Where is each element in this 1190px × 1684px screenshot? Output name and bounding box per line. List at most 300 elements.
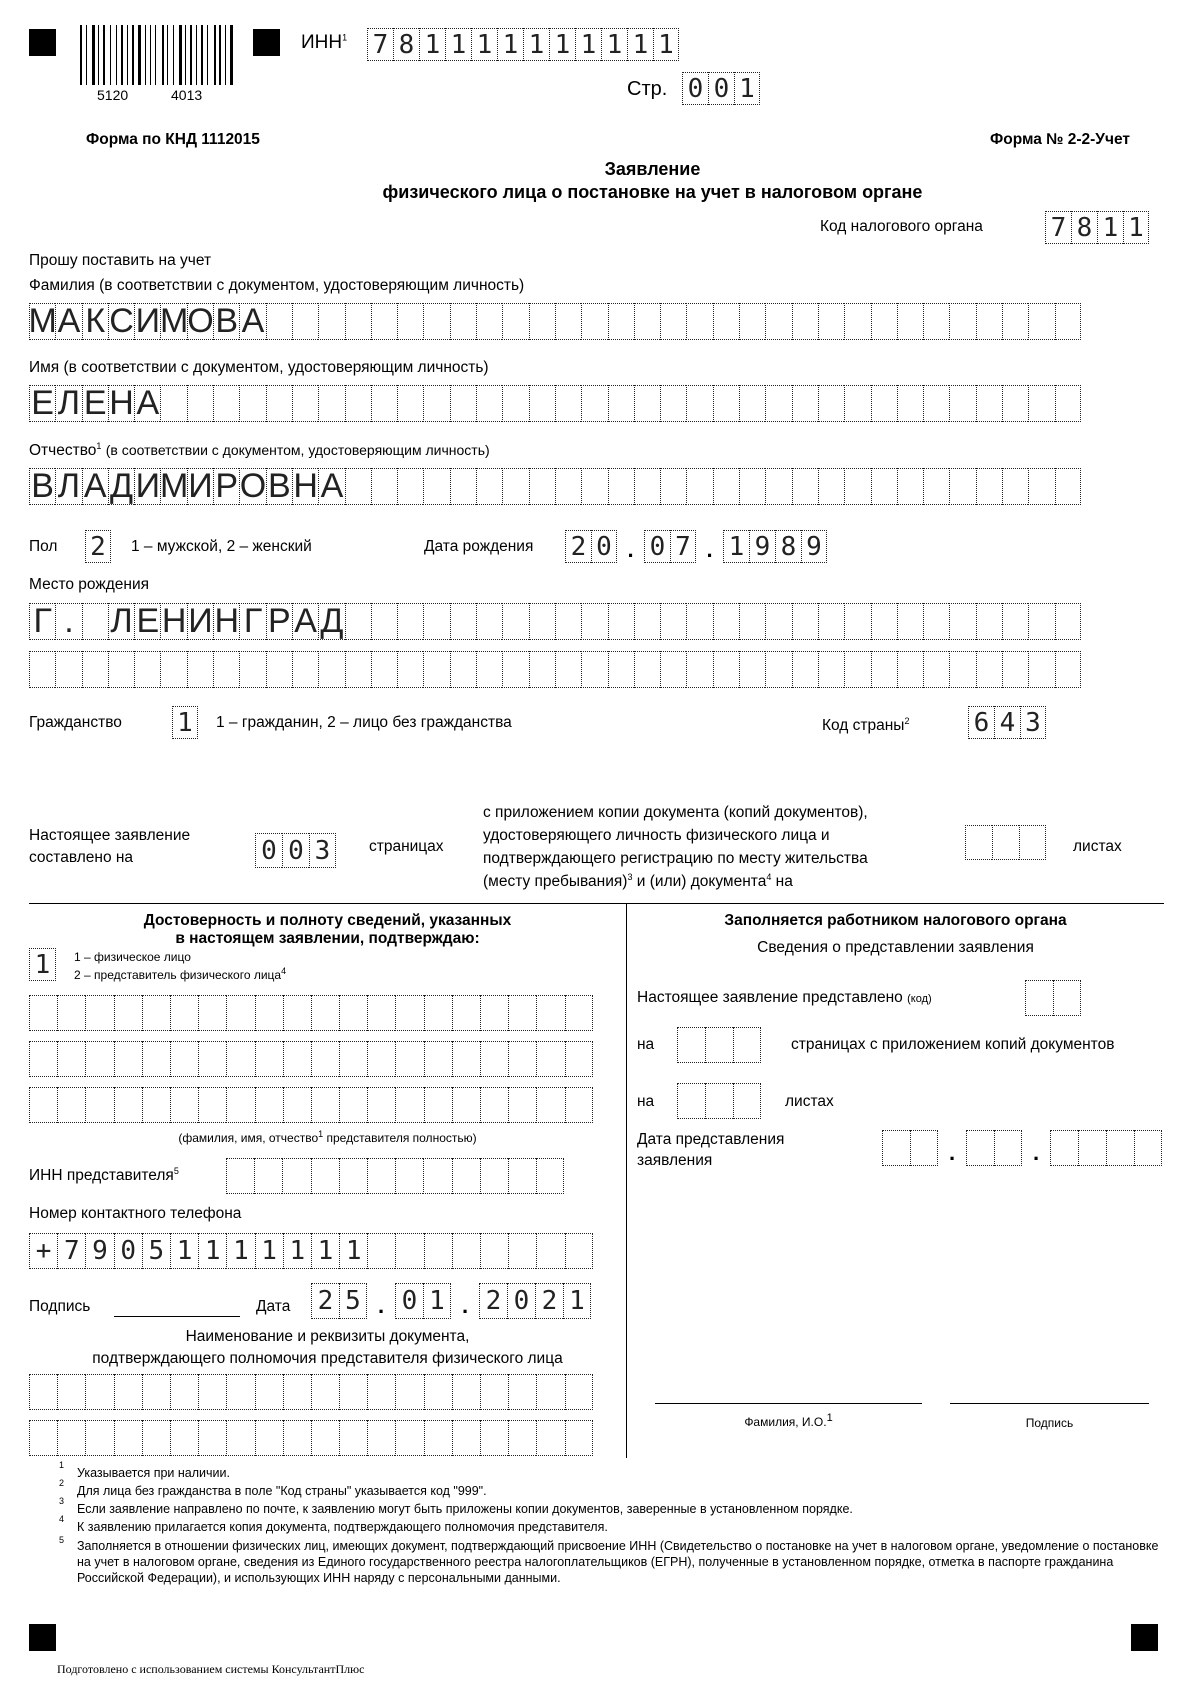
char-cell — [565, 1420, 593, 1456]
char-cell — [29, 1420, 57, 1456]
country-code-label-text: Код страны — [822, 717, 905, 735]
char-cell — [480, 1087, 508, 1123]
birth-day-field[interactable] — [565, 530, 617, 563]
char-cell — [108, 651, 134, 688]
birthplace-field-line-2[interactable] — [29, 651, 1081, 688]
barcode-bar — [92, 25, 95, 85]
char-cell: Г — [29, 603, 55, 640]
barcode-bar — [153, 25, 154, 85]
char-cell — [818, 303, 844, 340]
attach-line-4c: на — [775, 873, 793, 891]
barcode — [80, 25, 237, 85]
char-cell — [283, 1041, 311, 1077]
barcode-bar — [209, 25, 212, 85]
left-date-day-field[interactable] — [311, 1283, 367, 1319]
submitted-code-field[interactable] — [1025, 980, 1081, 1016]
char-cell — [452, 1374, 480, 1410]
barcode-bar — [88, 25, 90, 85]
patronymic-field[interactable] — [29, 468, 1081, 505]
char-cell — [114, 1087, 142, 1123]
char-cell: 1 — [226, 1233, 254, 1269]
char-cell: 4 — [994, 706, 1020, 739]
char-cell — [266, 303, 292, 340]
footnote-5 — [59, 1535, 1159, 1586]
barcode-bar — [129, 25, 131, 85]
char-cell — [452, 1041, 480, 1077]
char-cell: 0 — [682, 72, 708, 105]
name-label: Имя (в соответствии с документом, удостоверяющим личность) — [29, 359, 489, 376]
char-cell — [1055, 468, 1081, 505]
footnote-2 — [59, 1478, 1159, 1498]
corner-marker-top-left — [29, 29, 56, 56]
char-cell — [871, 468, 897, 505]
char-cell — [170, 995, 198, 1031]
country-code-field[interactable] — [968, 706, 1046, 739]
char-cell — [345, 385, 371, 422]
country-code-sup: 2 — [904, 716, 910, 726]
char-cell — [1055, 603, 1081, 640]
fio-caption — [655, 1412, 922, 1429]
barcode-bar — [121, 25, 123, 85]
char-cell — [345, 603, 371, 640]
char-cell — [1002, 385, 1028, 422]
char-cell: 7 — [57, 1233, 85, 1269]
char-cell: М — [159, 302, 189, 340]
char-cell — [85, 1420, 113, 1456]
fio-caption-text: Фамилия, И.О. — [744, 1415, 827, 1429]
barcode-bar — [162, 25, 164, 85]
page-label: Стр. — [627, 78, 668, 100]
form-number: Форма № 2-2-Учет — [990, 131, 1130, 148]
barcode-bar — [86, 25, 87, 85]
char-cell — [371, 468, 397, 505]
birth-year-field[interactable] — [723, 530, 827, 563]
char-cell — [529, 468, 555, 505]
char-cell — [529, 603, 555, 640]
barcode-bar — [167, 25, 168, 85]
footnote-4 — [59, 1514, 1159, 1534]
submit-date-year-field[interactable] — [1050, 1130, 1162, 1166]
char-cell — [1025, 980, 1053, 1016]
char-cell — [1028, 468, 1054, 505]
char-cell — [283, 1420, 311, 1456]
char-cell: А — [55, 303, 81, 340]
attach-line-1: с приложением копии документа (копий документов), — [483, 804, 868, 821]
char-cell — [818, 385, 844, 422]
officer-signature-line[interactable] — [950, 1403, 1149, 1404]
footnote-2-text: Для лица без гражданства в поле "Код страны" указывается код "999". — [77, 1484, 487, 1498]
inn-field[interactable] — [367, 28, 679, 61]
barcode-bar — [101, 25, 102, 85]
barcode-bar — [190, 25, 192, 85]
char-cell — [226, 1087, 254, 1123]
rep-inn-field[interactable] — [226, 1158, 564, 1194]
char-cell — [450, 468, 476, 505]
char-cell: 9 — [801, 530, 827, 563]
char-cell — [395, 1374, 423, 1410]
char-cell — [476, 385, 502, 422]
submitted-code: (код) — [907, 993, 932, 1005]
char-cell — [423, 1158, 451, 1194]
gender-field[interactable] — [85, 530, 111, 563]
char-cell: 7 — [1045, 211, 1071, 244]
char-cell — [1055, 385, 1081, 422]
char-cell — [660, 303, 686, 340]
submit-date-sep-1: . — [948, 1140, 956, 1165]
char-cell — [283, 1374, 311, 1410]
char-cell: Г — [239, 603, 265, 640]
barcode-bar — [175, 25, 177, 85]
char-cell: В — [213, 303, 239, 340]
footnote-3 — [59, 1496, 1159, 1516]
barcode-number-right: 4013 — [171, 87, 203, 103]
char-cell: Р — [266, 603, 292, 640]
char-cell — [371, 651, 397, 688]
char-cell — [226, 1041, 254, 1077]
char-cell — [739, 603, 765, 640]
char-cell — [713, 385, 739, 422]
submit-date-month-field[interactable] — [966, 1130, 1022, 1166]
footnote-5-num: 5 — [59, 1535, 65, 1545]
char-cell — [311, 1420, 339, 1456]
footnote-1 — [59, 1460, 1159, 1480]
barcode-bar — [227, 25, 228, 85]
corner-marker-bottom-right — [1131, 1624, 1158, 1651]
char-cell — [318, 303, 344, 340]
char-cell — [686, 303, 712, 340]
footnote-3-num: 3 — [59, 1496, 65, 1506]
char-cell — [792, 385, 818, 422]
char-cell — [792, 468, 818, 505]
barcode-number-left: 5120 — [97, 87, 129, 103]
rep-name-field-2[interactable] — [29, 1041, 593, 1077]
char-cell — [424, 1374, 452, 1410]
char-cell — [555, 385, 581, 422]
char-cell: 1 — [311, 1233, 339, 1269]
char-cell — [923, 651, 949, 688]
char-cell — [397, 603, 423, 640]
submit-date-label-2: заявления — [637, 1152, 713, 1169]
char-cell — [705, 1027, 733, 1063]
char-cell — [581, 303, 607, 340]
birth-sep-1: . — [627, 537, 634, 562]
char-cell: А — [239, 303, 265, 340]
char-cell — [949, 468, 975, 505]
submit-date-day-field[interactable] — [882, 1130, 938, 1166]
barcode-bar — [219, 25, 221, 85]
signature-line[interactable] — [114, 1316, 240, 1317]
char-cell — [844, 651, 870, 688]
char-cell — [424, 1087, 452, 1123]
barcode-bar — [155, 25, 156, 85]
char-cell — [367, 1158, 395, 1194]
char-cell — [423, 385, 449, 422]
char-cell: 2 — [565, 530, 591, 563]
patronymic-label — [29, 441, 490, 460]
char-cell — [581, 603, 607, 640]
birth-month-field[interactable] — [644, 530, 696, 563]
char-cell — [765, 603, 791, 640]
char-cell — [1106, 1130, 1134, 1166]
char-cell: 1 — [29, 948, 56, 981]
char-cell — [29, 1087, 57, 1123]
char-cell — [311, 1158, 339, 1194]
char-cell: 1 — [170, 1233, 198, 1269]
char-cell — [339, 1041, 367, 1077]
pages-label-line-1: Настоящее заявление — [29, 827, 191, 844]
char-cell: А — [82, 468, 108, 505]
char-cell: 0 — [395, 1283, 423, 1319]
char-cell — [923, 603, 949, 640]
char-cell — [29, 1041, 57, 1077]
char-cell — [949, 603, 975, 640]
footnote-2-num: 2 — [59, 1478, 65, 1488]
char-cell — [395, 995, 423, 1031]
char-cell — [1028, 385, 1054, 422]
birthplace-field-line-1[interactable] — [29, 603, 1081, 640]
char-cell — [423, 468, 449, 505]
barcode-bar — [84, 25, 85, 85]
inn-label-text: ИНН — [301, 32, 343, 53]
confirm-field[interactable] — [29, 948, 56, 981]
barcode-bar — [185, 25, 186, 85]
char-cell — [397, 303, 423, 340]
char-cell: 1 — [1097, 211, 1123, 244]
char-cell — [634, 385, 660, 422]
char-cell — [395, 1233, 423, 1269]
char-cell — [424, 1041, 452, 1077]
char-cell — [423, 603, 449, 640]
barcode-bar — [205, 25, 206, 85]
char-cell — [686, 651, 712, 688]
char-cell — [871, 651, 897, 688]
pages-with-copies: страницах с приложением копий документов — [791, 1036, 1115, 1053]
char-cell — [634, 603, 660, 640]
char-cell — [187, 651, 213, 688]
char-cell — [608, 303, 634, 340]
barcode-bar — [80, 25, 82, 85]
char-cell: 9 — [749, 530, 775, 563]
char-cell — [345, 303, 371, 340]
barcode-bar — [136, 25, 137, 85]
char-cell — [555, 468, 581, 505]
left-date-year-field[interactable] — [479, 1283, 591, 1319]
char-cell — [255, 1041, 283, 1077]
char-cell — [1053, 980, 1081, 1016]
footnote-5-text: Заполняется в отношении физических лиц, имеющих документ, подтверждающий присвоение ИНН (Свидетельство о постановке на учет в налоговом органе, уведомление о постановке на учет в налоговом органе, сведения из Единого государственного реестра налогоплательщиков (ЕГРН), полученные в установленном порядке, отметка в паспорте гражданина Российской Федерации), и использующих ИНН наряду с персональными данными. — [77, 1539, 1159, 1585]
char-cell — [844, 603, 870, 640]
char-cell — [1055, 303, 1081, 340]
char-cell — [792, 651, 818, 688]
tax-code-label: Код налогового органа — [820, 218, 983, 235]
char-cell — [529, 303, 555, 340]
attach-line-4b: и (или) документа — [636, 873, 767, 891]
char-cell — [1002, 468, 1028, 505]
char-cell — [739, 468, 765, 505]
pages-count-field[interactable] — [255, 833, 336, 868]
char-cell — [226, 995, 254, 1031]
barcode-bar — [188, 25, 189, 85]
char-cell — [255, 995, 283, 1031]
char-cell — [82, 651, 108, 688]
char-cell: 2 — [535, 1283, 563, 1319]
footnote-4-text: К заявлению прилагается копия документа, подтверждающего полномочия представителя. — [77, 1520, 608, 1534]
char-cell — [367, 1087, 395, 1123]
char-cell: М — [159, 467, 189, 505]
char-cell — [502, 651, 528, 688]
char-cell — [170, 1087, 198, 1123]
char-cell — [705, 1083, 733, 1119]
char-cell: 1 — [445, 28, 471, 61]
char-cell: 0 — [114, 1233, 142, 1269]
citizenship-field[interactable] — [172, 706, 198, 739]
char-cell: 0 — [255, 833, 282, 868]
char-cell: 1 — [734, 72, 760, 105]
right-pages-field[interactable] — [677, 1027, 761, 1063]
char-cell — [213, 385, 239, 422]
left-date-label: Дата — [256, 1298, 291, 1315]
rep-name-field-1[interactable] — [29, 995, 593, 1031]
char-cell: О — [187, 302, 214, 340]
char-cell: А — [318, 468, 344, 505]
rep-name-caption-a: (фамилия, имя, отчество — [178, 1131, 319, 1145]
barcode-bar — [207, 25, 208, 85]
char-cell — [397, 468, 423, 505]
barcode-bar — [98, 25, 99, 85]
attach-line-4a: (месту пребывания) — [483, 873, 628, 891]
char-cell — [452, 1420, 480, 1456]
char-cell — [581, 651, 607, 688]
char-cell — [476, 468, 502, 505]
char-cell — [142, 1374, 170, 1410]
doc-field-1[interactable] — [29, 1374, 593, 1410]
char-cell — [452, 1233, 480, 1269]
char-cell: А — [134, 385, 160, 422]
char-cell: 1 — [723, 530, 749, 563]
char-cell — [85, 1041, 113, 1077]
char-cell: 1 — [523, 28, 549, 61]
char-cell — [976, 651, 1002, 688]
char-cell: 1 — [575, 28, 601, 61]
char-cell: А — [292, 603, 318, 640]
char-cell — [480, 1041, 508, 1077]
char-cell — [480, 1158, 508, 1194]
fio-sup: 1 — [826, 1412, 833, 1424]
fio-line[interactable] — [655, 1403, 922, 1404]
request-text: Прошу поставить на учет — [29, 252, 212, 269]
char-cell — [581, 468, 607, 505]
char-cell — [452, 995, 480, 1031]
char-cell — [292, 651, 318, 688]
char-cell — [57, 1374, 85, 1410]
char-cell: 5 — [142, 1233, 170, 1269]
patronymic-label-main: Отчество — [29, 442, 97, 460]
char-cell: И — [135, 302, 161, 340]
char-cell — [1134, 1130, 1162, 1166]
char-cell — [818, 603, 844, 640]
right-on-label: на — [637, 1036, 655, 1053]
char-cell — [844, 385, 870, 422]
name-field[interactable] — [29, 385, 1081, 422]
char-cell: 2 — [311, 1283, 339, 1319]
char-cell: Н — [109, 384, 134, 422]
char-cell — [733, 1083, 761, 1119]
page-number-field[interactable] — [682, 72, 760, 105]
char-cell — [713, 468, 739, 505]
char-cell: 7 — [670, 530, 696, 563]
right-sheets-field[interactable] — [677, 1083, 761, 1119]
barcode-bar — [110, 25, 111, 85]
barcode-bar — [116, 25, 117, 85]
char-cell — [476, 603, 502, 640]
title-line-2: физического лица о постановке на учет в налоговом органе — [382, 182, 923, 202]
char-cell — [424, 1233, 452, 1269]
left-date-sep-1: . — [377, 1293, 385, 1318]
char-cell — [536, 1374, 564, 1410]
char-cell — [142, 995, 170, 1031]
char-cell — [142, 1087, 170, 1123]
tax-code-field[interactable] — [1045, 211, 1149, 244]
confirm-opt-2 — [74, 966, 286, 982]
barcode-bar — [132, 25, 134, 85]
char-cell — [536, 1233, 564, 1269]
char-cell — [292, 385, 318, 422]
left-date-month-field[interactable] — [395, 1283, 451, 1319]
char-cell: 0 — [708, 72, 734, 105]
char-cell — [713, 303, 739, 340]
surname-field[interactable] — [29, 303, 1081, 340]
char-cell: 8 — [393, 28, 419, 61]
char-cell — [1002, 651, 1028, 688]
char-cell — [502, 303, 528, 340]
char-cell: 1 — [471, 28, 497, 61]
char-cell — [198, 995, 226, 1031]
char-cell — [536, 995, 564, 1031]
char-cell — [792, 303, 818, 340]
char-cell — [765, 468, 791, 505]
char-cell — [57, 995, 85, 1031]
char-cell — [292, 303, 318, 340]
char-cell — [450, 385, 476, 422]
char-cell — [339, 1087, 367, 1123]
char-cell — [897, 603, 923, 640]
char-cell — [283, 995, 311, 1031]
char-cell — [424, 995, 452, 1031]
inn-sup: 1 — [342, 32, 348, 43]
char-cell — [255, 1374, 283, 1410]
char-cell: Д — [318, 603, 344, 640]
birth-sep-2: . — [706, 537, 713, 562]
barcode-bar — [179, 25, 182, 85]
sheets-count-field[interactable] — [965, 825, 1046, 860]
char-cell — [397, 385, 423, 422]
char-cell — [966, 1130, 994, 1166]
inn-label — [301, 32, 347, 54]
barcode-bar — [157, 25, 160, 85]
phone-field[interactable] — [29, 1233, 593, 1269]
char-cell — [311, 1374, 339, 1410]
barcode-bar — [193, 25, 194, 85]
char-cell — [311, 1087, 339, 1123]
doc-field-2[interactable] — [29, 1420, 593, 1456]
rep-name-field-3[interactable] — [29, 1087, 593, 1123]
char-cell — [555, 651, 581, 688]
char-cell: + — [29, 1233, 57, 1269]
pages-label-line-2: составлено на — [29, 849, 134, 866]
rep-name-caption-sup: 1 — [318, 1129, 324, 1139]
char-cell — [476, 303, 502, 340]
footnote-4-num: 4 — [59, 1514, 65, 1524]
